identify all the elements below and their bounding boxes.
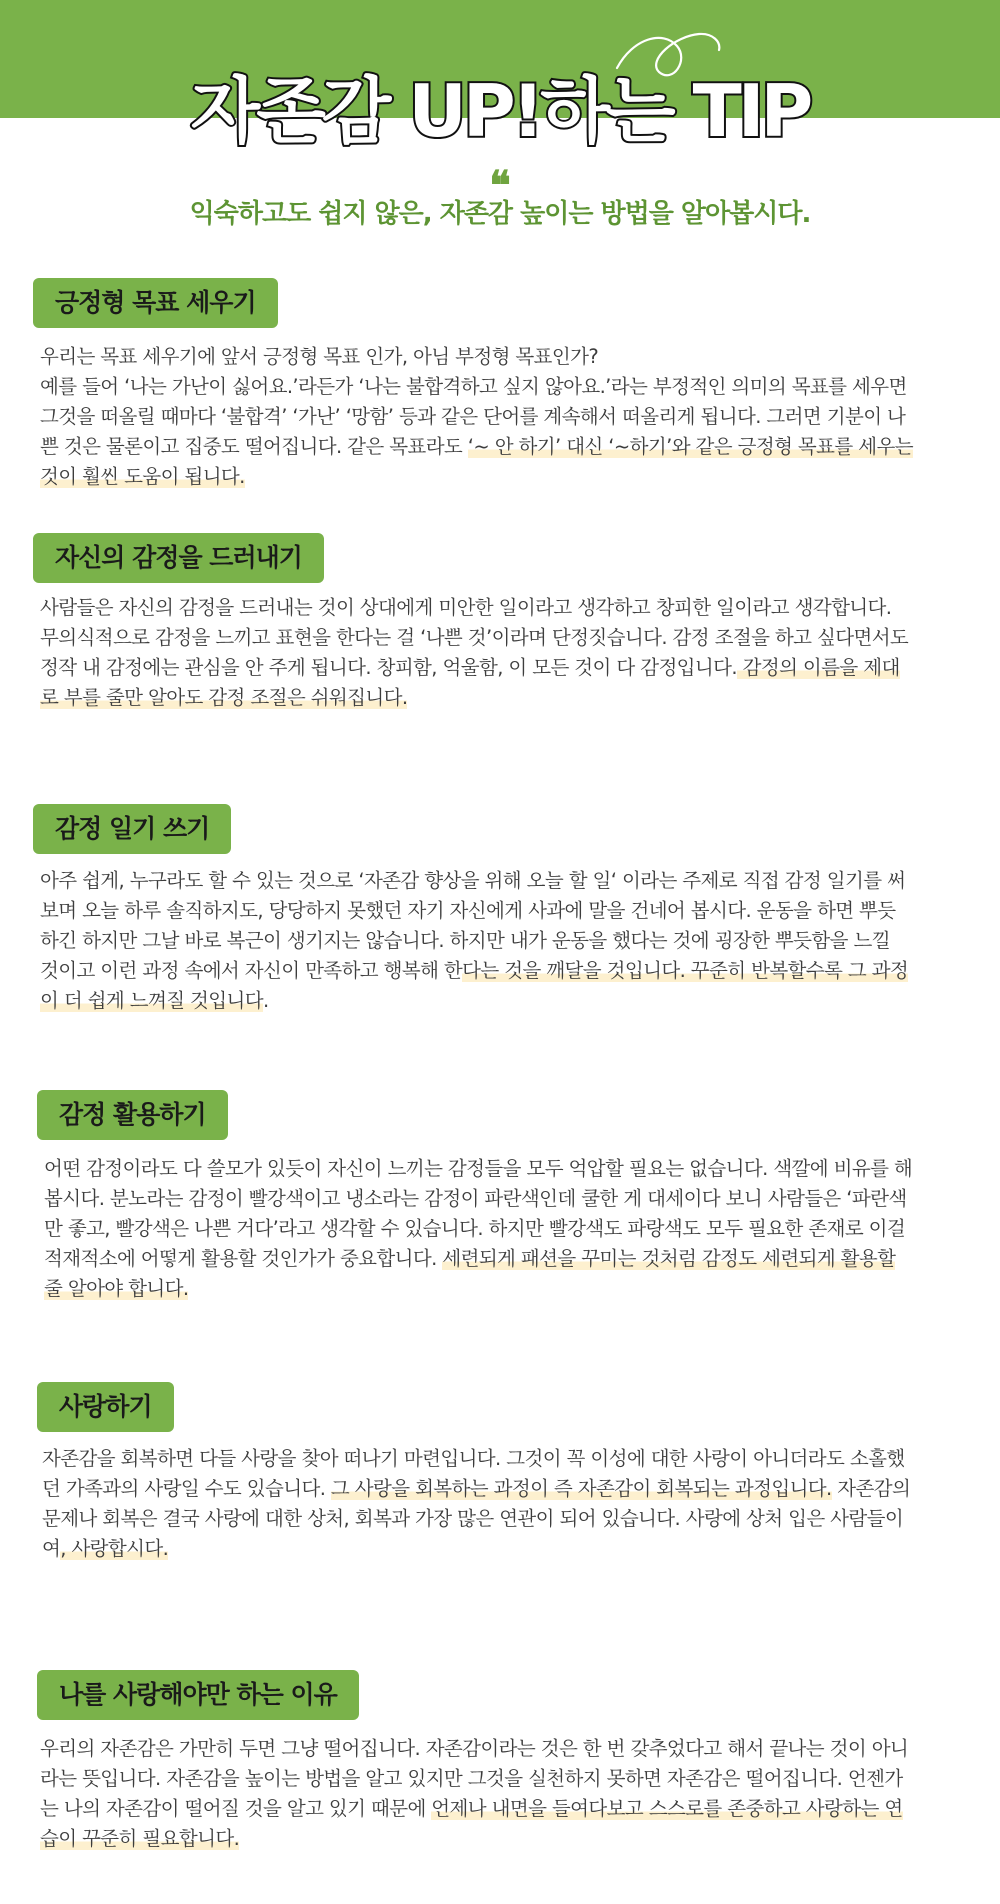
body-text-line xyxy=(40,402,965,432)
body-text: 만 좋고, 빨강색은 나쁜 거다’라고 생각할 수 있습니다. 하지만 빨강색도 파랑색도 모두 필요한 존재로 이걸 xyxy=(44,1217,906,1240)
body-text-line xyxy=(40,1734,965,1764)
body-text-line xyxy=(40,1764,965,1794)
body-text: 여 xyxy=(42,1537,61,1560)
highlighted-text: 다는 것을 깨달을 것입니다. 꾸준히 반복할수록 그 과정 xyxy=(462,959,909,982)
body-text: 우리의 자존감은 가만히 두면 그냥 떨어집니다. 자존감이라는 것은 한 번 갖추었다고 해서 끝나는 것이 아니 xyxy=(40,1737,909,1760)
body-text-line xyxy=(44,1274,969,1304)
body-text-line xyxy=(40,623,965,653)
body-text-line xyxy=(40,956,965,986)
section-body xyxy=(40,593,965,713)
section-title-badge: 긍정형 목표 세우기 xyxy=(33,278,278,328)
body-text-line xyxy=(44,1244,969,1274)
highlighted-text: 로 부를 줄만 알아도 감정 조절은 쉬워집니다. xyxy=(40,686,408,709)
quote-icon: ❝ xyxy=(489,162,511,209)
body-text-line xyxy=(40,926,965,956)
body-text: 는 나의 자존감이 떨어질 것을 알고 있기 때문에 xyxy=(40,1797,432,1820)
body-text-line xyxy=(40,432,965,462)
body-text: 자존감을 회복하면 다들 사랑을 찾아 떠나기 마련입니다. 그것이 꼭 이성에 대한 사랑이 아니더라도 소홀했 xyxy=(42,1447,905,1470)
body-text: 자존감의 xyxy=(831,1477,911,1500)
body-text: 무의식적으로 감정을 느끼고 표현을 한다는 걸 ‘나쁜 것’이라며 단정짓습니다. 감정 조절을 하고 싶다면서도 xyxy=(40,626,909,649)
body-text-line xyxy=(42,1534,967,1564)
body-text: . xyxy=(263,989,269,1012)
highlighted-text: ‘~ 안 하기’ 대신 ‘~하기’와 같은 긍정형 목표를 세우는 xyxy=(467,435,913,458)
body-text-line xyxy=(40,593,965,623)
highlighted-text: 것이 훨씬 도움이 됩니다. xyxy=(40,465,245,488)
highlighted-text: 언제나 내면을 들여다보고 스스로를 존중하고 사랑하는 연 xyxy=(431,1797,903,1820)
body-text: 봅시다. 분노라는 감정이 빨강색이고 냉소라는 감정이 파란색인데 쿨한 게 대세이다 보니 사람들은 ‘파란색 xyxy=(44,1187,907,1210)
body-text-line xyxy=(40,986,965,1016)
body-text-line xyxy=(44,1214,969,1244)
body-text: 문제나 회복은 결국 사랑에 대한 상처, 회복과 가장 많은 연관이 되어 있습니다. 사랑에 상처 입은 사람들이 xyxy=(42,1507,904,1530)
section-title-badge: 나를 사랑해야만 하는 이유 xyxy=(37,1670,359,1720)
body-text-line xyxy=(40,653,965,683)
body-text: 아주 쉽게, 누구라도 할 수 있는 것으로 ‘자존감 향상을 위해 오늘 할 일‘ 이라는 주제로 직접 감정 일기를 써 xyxy=(40,869,906,892)
section-title-badge: 감정 활용하기 xyxy=(37,1090,228,1140)
body-text: 적재적소에 어떻게 활용할 것인가가 중요합니다. xyxy=(44,1247,443,1270)
body-text: 예를 들어 ‘나는 가난이 싫어요.’라든가 ‘나는 불합격하고 싶지 않아요.’라는 부정적인 의미의 목표를 세우면 xyxy=(40,375,907,398)
body-text-line xyxy=(40,866,965,896)
body-text: 쁜 것은 물론이고 집중도 떨어집니다. 같은 목표라도 xyxy=(40,435,468,458)
body-text-line xyxy=(44,1184,969,1214)
section-body xyxy=(40,1734,965,1854)
body-text-line xyxy=(40,1794,965,1824)
section-title-badge: 감정 일기 쓰기 xyxy=(33,804,231,854)
body-text: 우리는 목표 세우기에 앞서 긍정형 목표 인가, 아님 부정형 목표인가? xyxy=(40,345,599,368)
highlighted-text: 이 더 쉽게 느껴질 것입니다 xyxy=(40,989,264,1012)
section-title-badge: 자신의 감정을 드러내기 xyxy=(33,533,324,583)
section-body xyxy=(42,1444,967,1564)
body-text-line xyxy=(40,342,965,372)
body-text: 하긴 하지만 그날 바로 복근이 생기지는 않습니다. 하지만 내가 운동을 했다는 것에 굉장한 뿌듯함을 느낄 xyxy=(40,929,890,952)
body-text-line xyxy=(40,896,965,926)
section-body xyxy=(40,866,965,1016)
highlighted-text: 감정의 이름을 제대 xyxy=(737,656,900,679)
body-text-line xyxy=(40,683,965,713)
highlighted-text: 세련되게 패션을 꾸미는 것처럼 감정도 세련되게 활용할 xyxy=(442,1247,896,1270)
body-text: 보며 오늘 하루 솔직하지도, 당당하지 못했던 자기 자신에게 사과에 말을 건네어 봅시다. 운동을 하면 뿌듯 xyxy=(40,899,896,922)
highlighted-text: 습이 꾸준히 필요합니다. xyxy=(40,1827,240,1850)
body-text-line xyxy=(42,1504,967,1534)
body-text: 정작 내 감정에는 관심을 안 주게 됩니다. 창피함, 억울함, 이 모든 것이 다 감정입니다. xyxy=(40,656,737,679)
body-text-line xyxy=(40,1824,965,1854)
body-text-line xyxy=(40,462,965,492)
body-text: 어떤 감정이라도 다 쓸모가 있듯이 자신이 느끼는 감정들을 모두 억압할 필요는 없습니다. 색깔에 비유를 해 xyxy=(44,1157,913,1180)
body-text-line xyxy=(40,372,965,402)
section-body xyxy=(40,342,965,492)
highlighted-text: 그 사랑을 회복하는 과정이 즉 자존감이 회복되는 과정입니다. xyxy=(330,1477,832,1500)
body-text-line xyxy=(44,1154,969,1184)
body-text: 라는 뜻입니다. 자존감을 높이는 방법을 알고 있지만 그것을 실천하지 못하면 자존감은 떨어집니다. 언젠가 xyxy=(40,1767,903,1790)
section-title-badge: 사랑하기 xyxy=(37,1382,174,1432)
body-text: 사람들은 자신의 감정을 드러내는 것이 상대에게 미안한 일이라고 생각하고 창피한 일이라고 생각합니다. xyxy=(40,596,892,619)
highlighted-text: 줄 알아야 합니다. xyxy=(44,1277,189,1300)
body-text: 그것을 떠올릴 때마다 ‘불합격’ ‘가난’ ‘망함’ 등과 같은 단어를 계속해서 떠올리게 됩니다. 그러면 기분이 나 xyxy=(40,405,906,428)
body-text-line xyxy=(42,1474,967,1504)
page-subtitle: 익숙하고도 쉽지 않은, 자존감 높이는 방법을 알아봅시다. xyxy=(189,199,811,229)
section-body xyxy=(44,1154,969,1304)
highlighted-text: , 사랑합시다. xyxy=(60,1537,169,1560)
body-text: 던 가족과의 사랑일 수도 있습니다. xyxy=(42,1477,331,1500)
page-title: 자존감 UP!하는 TIP xyxy=(190,69,810,153)
body-text-line xyxy=(42,1444,967,1474)
body-text: 것이고 이런 과정 속에서 자신이 만족하고 행복해 한 xyxy=(40,959,463,982)
